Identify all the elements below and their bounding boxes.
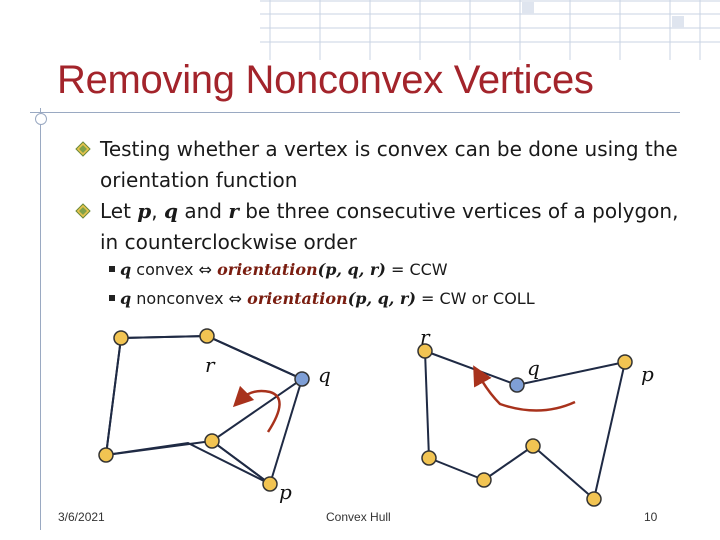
iff-symbol: ⇔ — [198, 260, 212, 279]
label-p: p — [279, 480, 292, 504]
vertex-q — [510, 378, 524, 392]
label-q: q — [318, 363, 331, 387]
right-polygon-outline — [425, 351, 625, 499]
label-p: p — [641, 362, 654, 386]
vertex-p — [263, 477, 277, 491]
vertex — [587, 492, 601, 506]
left-polygon — [106, 336, 302, 484]
vertex — [422, 451, 436, 465]
footer-date: 3/6/2021 — [58, 510, 105, 524]
bullet-text: Let p, q and r be three consecutive vertices of a polygon, in counterclockwise order — [100, 199, 679, 254]
vertex-p — [618, 355, 632, 369]
vertex — [477, 473, 491, 487]
vertex — [205, 434, 219, 448]
label-q: q — [527, 356, 540, 380]
left-polygon-outline — [106, 336, 302, 484]
footer-title: Convex Hull — [326, 510, 391, 524]
sub-bullet-convex: q convex ⇔ orientation(p, q, r) = CCW — [120, 260, 448, 279]
var-q: q — [164, 199, 178, 223]
vertex — [526, 439, 540, 453]
var-p: p — [137, 199, 152, 223]
bullet-text: Testing whether a vertex is convex can be done using the orientation function — [100, 137, 678, 192]
page-number: 10 — [644, 510, 658, 524]
vertex — [99, 448, 113, 462]
vertex-q — [295, 372, 309, 386]
var-r: r — [228, 199, 239, 223]
slide-title: Removing Nonconvex Vertices — [57, 58, 594, 102]
sub-bullet-nonconvex: q nonconvex ⇔ orientation(p, q, r) = CW or COLL — [120, 289, 535, 308]
label-r: r — [205, 353, 215, 377]
vertex — [114, 331, 128, 345]
vertex-r — [200, 329, 214, 343]
iff-symbol: ⇔ — [228, 289, 243, 308]
arrow-cw-icon — [240, 391, 280, 432]
label-r: r — [420, 325, 430, 349]
